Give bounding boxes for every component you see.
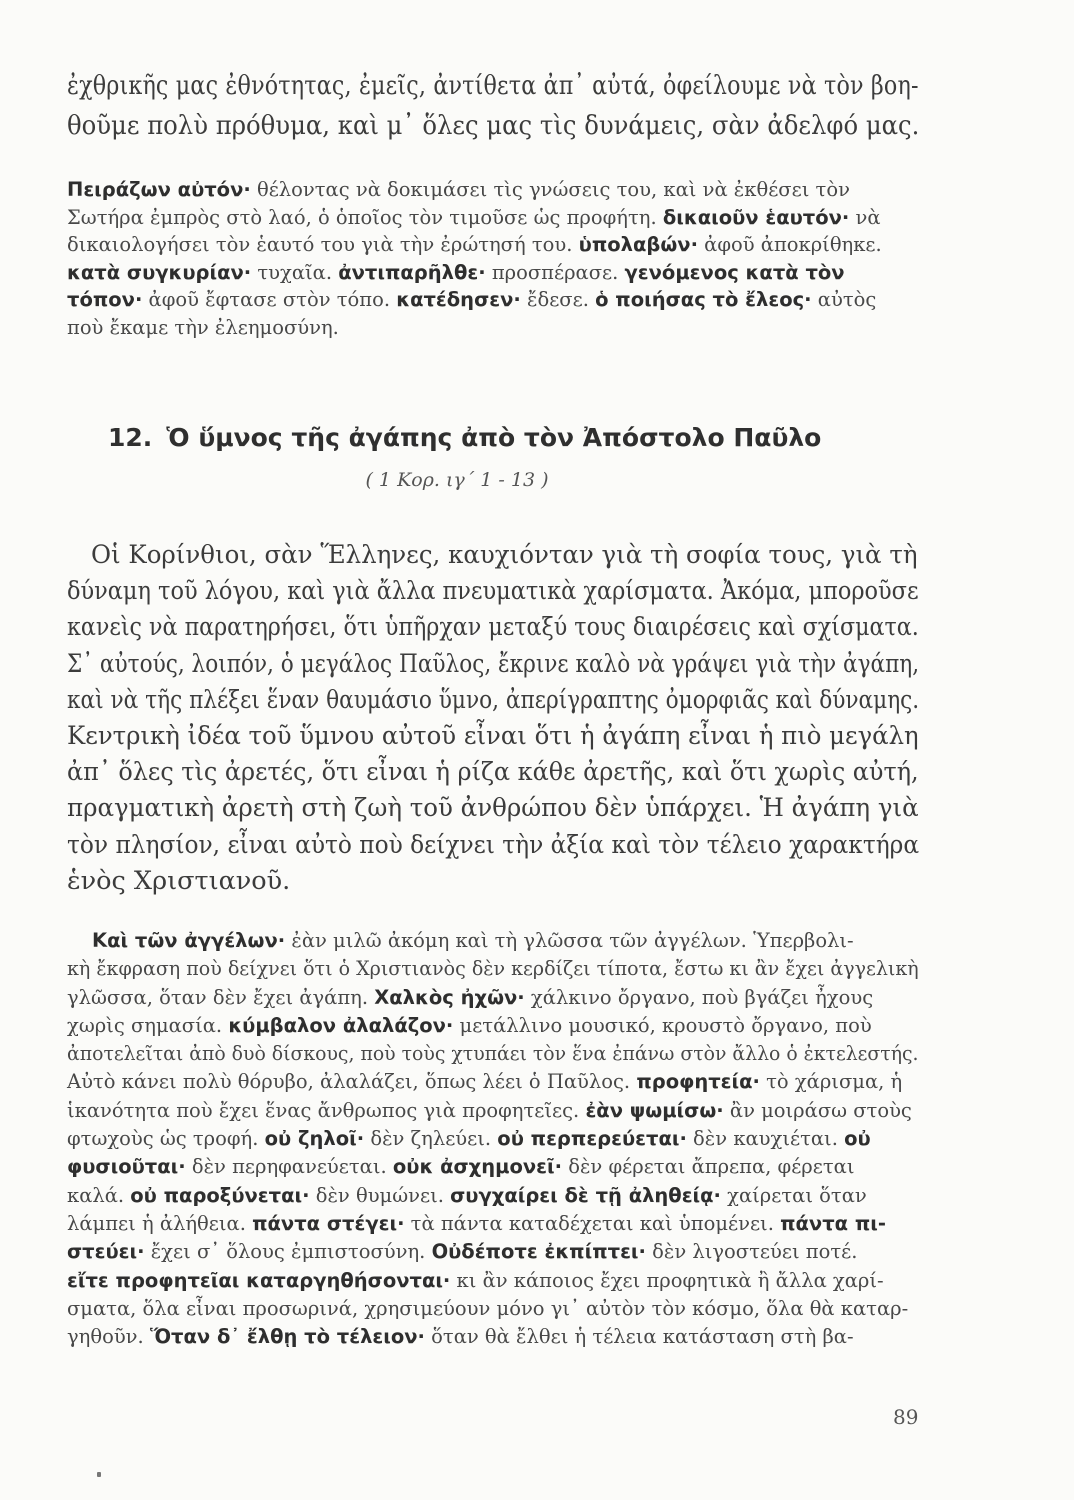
note-line: χωρὶς σημασία. κύμβαλον ἀλαλάζον· μετάλλινο μουσικό, κρουστὸ ὄργανο, ποὺ: [67, 1013, 872, 1037]
note-line: σματα, ὅλα εἶναι προσωρινά, χρησιμεύουν μόνο γι᾿ αὐτὸν τὸν κόσμο, ὅλα θὰ καταρ-: [67, 1296, 909, 1320]
glossary-term: οὐ: [844, 1127, 871, 1151]
glossary-term: προφητεία·: [636, 1070, 760, 1094]
glossary-term: πάντα πι-: [780, 1211, 886, 1235]
glossary-term: οὐκ ἀσχημονεῖ·: [392, 1155, 563, 1179]
note-line: λάμπει ἡ ἀλήθεια. πάντα στέγει· τὰ πάντα καταδέχεται καὶ ὑπομένει. πάντα πι-: [67, 1211, 886, 1235]
body-line: ἀπ᾿ ὅλες τὶς ἀρετές, ὅτι εἶναι ἡ ρίζα κάθε ἀρετῆς, καὶ ὅτι χωρὶς αὐτή,: [67, 757, 919, 788]
glossary-term: Χαλκὸς ἠχῶν·: [374, 985, 525, 1009]
body-line: Κεντρικὴ ἰδέα τοῦ ὕμνου αὐτοῦ εἶναι ὅτι ἡ ἀγάπη εἶναι ἡ πιὸ μεγάλη: [67, 721, 919, 752]
glossary-term: ὁ ποιήσας τὸ ἔλεος·: [595, 288, 812, 311]
note-line: κατὰ συγκυρίαν· τυχαῖα. ἀντιπαρῆλθε· προσπέρασε. γενόμενος κατὰ τὸν: [67, 260, 845, 284]
note-line: ποὺ ἔκαμε τὴν ἐλεημοσύνη.: [67, 315, 339, 339]
glossary-term: τόπον·: [67, 288, 143, 311]
note-line: κὴ ἔκφραση ποὺ δείχνει ὅτι ὁ Χριστιανὸς δὲν κερδίζει τίποτα, ἔστω κι ἂν ἔχει ἀγγελικὴ: [67, 957, 919, 981]
intro-paragraph: [67, 66, 919, 146]
scripture-reference: ( 1 Κορ. ιγ΄ 1 - 13 ): [365, 469, 549, 491]
glossary-term: Πειράζων αὐτόν·: [67, 178, 251, 201]
glossary-term: κατέδησεν·: [396, 288, 521, 311]
print-speck: [97, 1472, 101, 1477]
glossary-term: κατὰ συγκυρίαν·: [67, 260, 252, 284]
note-line: ἀποτελεῖται ἀπὸ δυὸ δίσκους, ποὺ τοὺς χτυπάει τὸν ἕνα ἐπάνω στὸν ἄλλο ὁ ἐκτελεστής.: [67, 1042, 919, 1066]
intro-line: θοῦμε πολὺ πρόθυμα, καὶ μ᾿ ὅλες μας τὶς δυνάμεις, σὰν ἀδελφό μας.: [67, 111, 920, 141]
note-line: ἱκανότητα ποὺ ἔχει ἕνας ἄνθρωπος γιὰ προφητεῖες. ἐὰν ψωμίσω· ἂν μοιράσω στοὺς: [67, 1098, 912, 1122]
glossary-term: εἴτε προφητεῖαι καταργηθήσονται·: [67, 1268, 451, 1292]
note-line: φυσιοῦται· δὲν περηφανεύεται. οὐκ ἀσχημονεῖ· δὲν φέρεται ἄπρεπα, φέρεται: [67, 1155, 855, 1179]
note-line: τόπον· ἀφοῦ ἔφτασε στὸν τόπο. κατέδησεν· ἔδεσε. ὁ ποιήσας τὸ ἔλεος· αὐτὸς: [67, 288, 877, 311]
glossary-term: πάντα στέγει·: [252, 1211, 405, 1235]
note-line: Σωτήρα ἐμπρὸς στὸ λαό, ὁ ὁποῖος τὸν τιμοῦσε ὡς προφήτη. δικαιοῦν ἑαυτόν· νὰ: [67, 205, 881, 229]
body-paragraph: [67, 537, 919, 899]
glossary-notes-2: [67, 927, 919, 1351]
glossary-term: οὐ περπερεύεται·: [497, 1127, 687, 1151]
glossary-term: οὐ παροξύνεται·: [130, 1183, 310, 1207]
note-line: γηθοῦν. Ὅταν δ᾿ ἔλθῃ τὸ τέλειον· ὅταν θὰ ἔλθει ἡ τέλεια κατάσταση στὴ βα-: [67, 1325, 854, 1349]
body-line: πραγματικὴ ἀρετὴ στὴ ζωὴ τοῦ ἀνθρώπου δὲν ὑπάρχει. Ἡ ἀγάπη γιὰ: [67, 793, 919, 824]
glossary-term: δικαιοῦν ἑαυτόν·: [662, 205, 850, 229]
body-line: τὸν πλησίον, εἶναι αὐτὸ ποὺ δείχνει τὴν ἀξία καὶ τὸν τέλειο χαρακτήρα: [67, 829, 920, 860]
note-line: Αὐτὸ κάνει πολὺ θόρυβο, ἀλαλάζει, ὅπως λέει ὁ Παῦλος. προφητεία· τὸ χάρισμα, ἡ: [67, 1070, 903, 1094]
glossary-term: Ὅταν δ᾿ ἔλθῃ τὸ τέλειον·: [149, 1325, 425, 1349]
note-line: φτωχοὺς ὡς τροφή. οὐ ζηλοῖ· δὲν ζηλεύει. οὐ περπερεύεται· δὲν καυχιέται. οὐ: [67, 1127, 871, 1151]
note-line: Πειράζων αὐτόν· θέλοντας νὰ δοκιμάσει τὶς γνώσεις του, καὶ νὰ ἐκθέσει τὸν: [67, 178, 850, 201]
glossary-term: φυσιοῦται·: [67, 1155, 186, 1179]
glossary-term: ὑπολαβών·: [578, 233, 698, 256]
note-line: δικαιολογήσει τὸν ἑαυτό του γιὰ τὴν ἐρώτησή του. ὑπολαβών· ἀφοῦ ἀποκρίθηκε.: [67, 233, 882, 256]
glossary-term: κύμβαλον ἀλαλάζον·: [228, 1013, 454, 1037]
note-line: γλῶσσα, ὅταν δὲν ἔχει ἀγάπη. Χαλκὸς ἠχῶν· χάλκινο ὄργανο, ποὺ βγάζει ἦχους: [67, 985, 874, 1009]
page-number: 89: [893, 1405, 919, 1429]
section-title: Ὁ ὕμνος τῆς ἀγάπης ἀπὸ τὸν Ἀπόστολο Παῦλο: [166, 423, 822, 452]
body-line: Οἱ Κορίνθιοι, σὰν Ἕλληνες, καυχιόνταν γιὰ τὴ σοφία τους, γιὰ τὴ: [90, 540, 918, 570]
glossary-term: συγχαίρει δὲ τῇ ἀληθείᾳ·: [450, 1183, 721, 1207]
section-heading: [108, 420, 908, 456]
glossary-term: ἀντιπαρῆλθε·: [338, 260, 486, 284]
body-line: κανεὶς νὰ παρατηρήσει, ὅτι ὑπῆρχαν μεταξύ τους διαιρέσεις καὶ σχίσματα.: [67, 612, 919, 643]
glossary-term: ἐὰν ψωμίσω·: [585, 1098, 724, 1122]
body-line: Σ᾿ αὐτούς, λοιπόν, ὁ μεγάλος Παῦλος, ἔκρινε καλὸ νὰ γράψει γιὰ τὴν ἀγάπη,: [67, 648, 920, 679]
body-line: καὶ νὰ τῆς πλέξει ἕναν θαυμάσιο ὕμνο, ἀπερίγραπτης ὀμορφιᾶς καὶ δύναμης.: [67, 684, 920, 715]
note-line: στεύει· ἔχει σ᾿ ὅλους ἐμπιστοσύνη. Οὐδέποτε ἐκπίπτει· δὲν λιγοστεύει ποτέ.: [67, 1240, 858, 1264]
body-line: ἑνὸς Χριστιανοῦ.: [67, 865, 291, 896]
glossary-term: γενόμενος κατὰ τὸν: [624, 260, 845, 284]
glossary-term: οὐ ζηλοῖ·: [264, 1127, 365, 1151]
glossary-term: Οὐδέποτε ἐκπίπτει·: [431, 1240, 646, 1264]
glossary-term: στεύει·: [67, 1240, 145, 1264]
note-line: Καὶ τῶν ἀγγέλων· ἐὰν μιλῶ ἀκόμη καὶ τὴ γλῶσσα τῶν ἀγγέλων. Ὑπερβολι-: [92, 929, 854, 952]
intro-line: ἐχθρικῆς μας ἐθνότητας, ἐμεῖς, ἀντίθετα ἀπ᾿ αὐτά, ὀφείλουμε νὰ τὸν βοη-: [67, 71, 919, 101]
note-line: εἴτε προφητεῖαι καταργηθήσονται· κι ἂν κάποιος ἔχει προφητικὰ ἢ ἄλλα χαρί-: [67, 1268, 884, 1292]
section-number: 12.: [108, 423, 153, 452]
glossary-notes-1: [67, 176, 919, 341]
note-line: καλά. οὐ παροξύνεται· δὲν θυμώνει. συγχαίρει δὲ τῇ ἀληθείᾳ· χαίρεται ὅταν: [67, 1183, 867, 1207]
glossary-term: Καὶ τῶν ἀγγέλων·: [92, 929, 286, 952]
body-line: δύναμη τοῦ λόγου, καὶ γιὰ ἄλλα πνευματικὰ χαρίσματα. Ἀκόμα, μποροῦσε: [67, 576, 919, 607]
